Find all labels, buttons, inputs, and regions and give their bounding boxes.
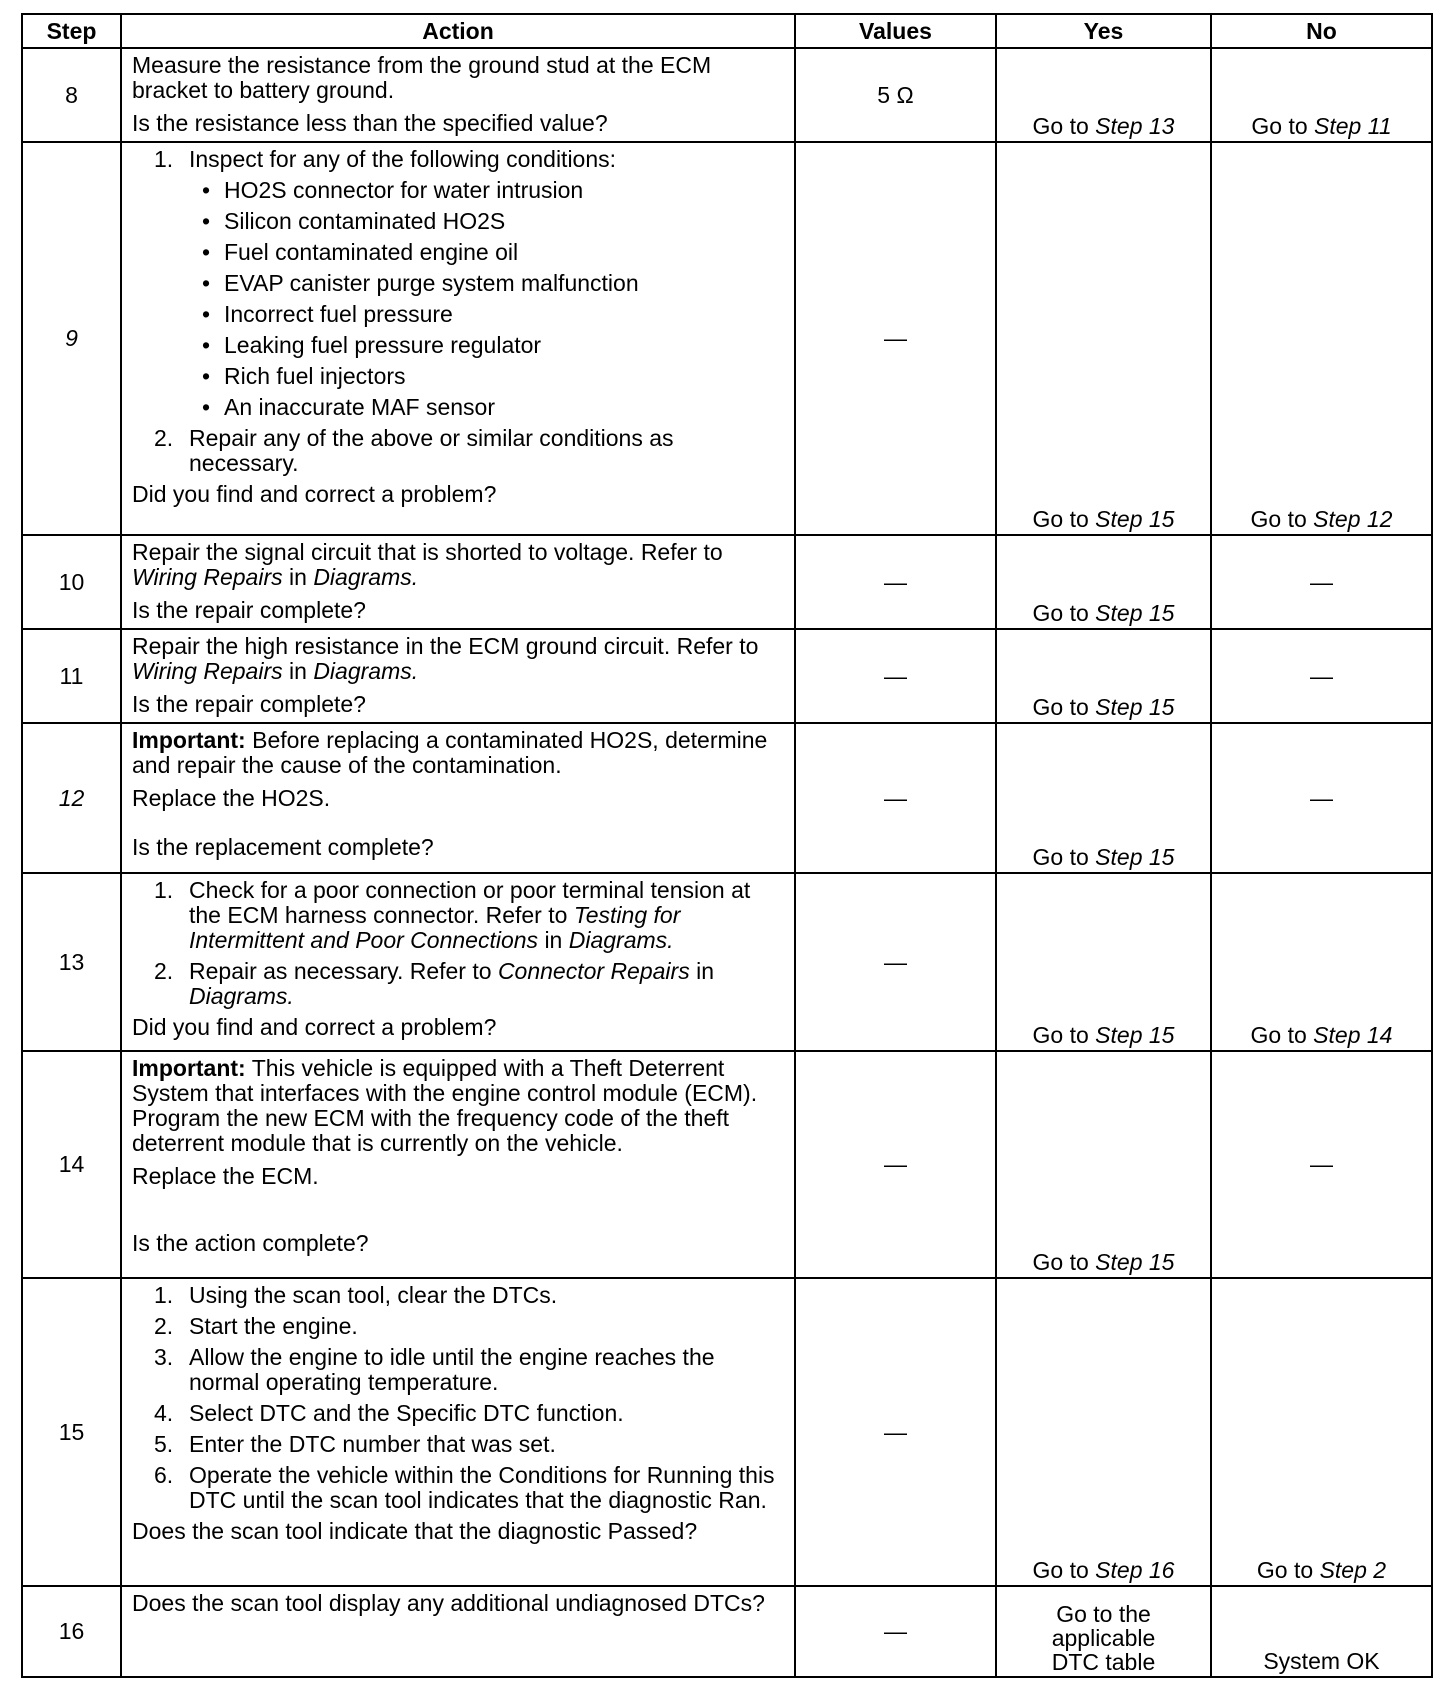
- yes-goto[interactable]: Go to Step 13: [1032, 113, 1175, 139]
- no-goto[interactable]: Go to Step 14: [1250, 1022, 1393, 1048]
- important-label: Important:: [132, 1055, 246, 1081]
- step-number: 14: [22, 1051, 121, 1278]
- step-number: 13: [22, 873, 121, 1051]
- list-item: • Incorrect fuel pressure: [202, 301, 453, 327]
- yes-goto[interactable]: Go to Step 15: [1032, 1249, 1175, 1275]
- no-cell: [1211, 48, 1432, 142]
- yes-goto[interactable]: Go to the applicable DTC table: [1051, 1601, 1156, 1675]
- yes-cell: [996, 873, 1211, 1051]
- no-goto[interactable]: Go to Step 12: [1250, 506, 1393, 532]
- step-number: 11: [22, 629, 121, 723]
- action-cell: [121, 535, 795, 629]
- table-row-step-13: [22, 873, 1432, 1051]
- condition-list: [189, 178, 786, 420]
- yes-cell: [996, 629, 1211, 723]
- action-question: Does the scan tool display any additional undiagnosed DTCs?: [132, 1590, 765, 1616]
- value-cell: —: [795, 1051, 996, 1278]
- action-text: Repair the signal circuit that is shorted to voltage. Refer to Wiring Repairs in Diagrams.: [132, 539, 723, 590]
- action-question: Did you find and correct a problem?: [132, 481, 497, 507]
- action-text: Replace the HO2S.: [132, 785, 331, 811]
- list-item: 5. Enter the DTC number that was set.: [154, 1431, 556, 1457]
- no-cell: [1211, 1278, 1432, 1586]
- action-question: Is the action complete?: [132, 1230, 369, 1256]
- list-item: • Fuel contaminated engine oil: [202, 239, 519, 265]
- value-cell: —: [795, 723, 996, 873]
- action-steps: [132, 1283, 786, 1513]
- header-row: [22, 14, 1432, 48]
- action-steps: [132, 878, 786, 1009]
- value-cell: —: [795, 629, 996, 723]
- list-item: 1. Using the scan tool, clear the DTCs.: [154, 1282, 558, 1308]
- header-values: Values: [795, 14, 996, 48]
- list-item: • Leaking fuel pressure regulator: [202, 332, 542, 358]
- value-cell: —: [795, 535, 996, 629]
- step-number: 9: [22, 142, 121, 535]
- yes-goto[interactable]: Go to Step 16: [1032, 1557, 1175, 1583]
- yes-cell: [996, 535, 1211, 629]
- action-text: Repair the high resistance in the ECM ground circuit. Refer to Wiring Repairs in Diagrams.: [132, 633, 759, 684]
- action-cell: [121, 142, 795, 535]
- value-cell: —: [795, 1278, 996, 1586]
- list-item: • An inaccurate MAF sensor: [202, 394, 496, 420]
- list-item: 1. Inspect for any of the following conditions: • HO2S connector for water intrusion • Silicon contaminated HO2S • Fuel contaminated engine oil • EVAP canister purge system malfunction • Incorrect fuel pressure • Leaking fuel pressure regulator • Rich fuel injectors • An inaccurate MAF sensor: [132, 147, 786, 420]
- header-step: Step: [22, 14, 121, 48]
- no-result: System OK: [1263, 1648, 1380, 1674]
- yes-cell: [996, 48, 1211, 142]
- no-cell: [1211, 1586, 1432, 1677]
- important-label: Important:: [132, 727, 246, 753]
- no-cell: —: [1211, 1051, 1432, 1278]
- action-question: Does the scan tool indicate that the diagnostic Passed?: [132, 1518, 698, 1544]
- important-note: Important: This vehicle is equipped with a Theft Deterrent System that interfaces with the engine control module (ECM). Program the new ECM with the frequency code of the theft deterrent module that is currently on the vehicle.: [132, 1055, 758, 1156]
- table-row-step-15: [22, 1278, 1432, 1586]
- list-item: • EVAP canister purge system malfunction: [202, 270, 639, 296]
- yes-goto[interactable]: Go to Step 15: [1032, 600, 1175, 626]
- action-cell: [121, 48, 795, 142]
- action-cell: [121, 1586, 795, 1677]
- yes-cell: [996, 1051, 1211, 1278]
- step-number: 15: [22, 1278, 121, 1586]
- list-item: 3. Allow the engine to idle until the engine reaches the normal operating temperature.: [154, 1344, 715, 1395]
- table-row-step-10: [22, 535, 1432, 629]
- action-steps: [132, 147, 786, 476]
- step-number: 12: [22, 723, 121, 873]
- table-row-step-8: [22, 48, 1432, 142]
- header-yes: Yes: [996, 14, 1211, 48]
- action-question: Is the repair complete?: [132, 691, 366, 717]
- list-item: 2. Repair any of the above or similar conditions as necessary.: [154, 425, 674, 476]
- value-cell: —: [795, 1586, 996, 1677]
- action-cell: [121, 873, 795, 1051]
- no-cell: [1211, 873, 1432, 1051]
- action-cell: [121, 1278, 795, 1586]
- no-cell: [1211, 142, 1432, 535]
- action-cell: [121, 723, 795, 873]
- diagnostic-table: [21, 13, 1433, 1678]
- table-row-step-9: [22, 142, 1432, 535]
- no-cell: —: [1211, 629, 1432, 723]
- step-number: 16: [22, 1586, 121, 1677]
- action-cell: [121, 629, 795, 723]
- important-note: Important: Before replacing a contaminated HO2S, determine and repair the cause of the contamination.: [132, 727, 768, 778]
- value-cell: 5 Ω: [795, 48, 996, 142]
- no-goto[interactable]: Go to Step 2: [1256, 1557, 1387, 1583]
- yes-goto[interactable]: Go to Step 15: [1032, 506, 1175, 532]
- list-item: 2. Repair as necessary. Refer to Connector Repairs in Diagrams.: [154, 958, 714, 1009]
- header-action: Action: [121, 14, 795, 48]
- action-question: Is the repair complete?: [132, 597, 366, 623]
- list-item: 1. Check for a poor connection or poor terminal tension at the ECM harness connector. Refer to Testing for Intermittent and Poor Connections in Diagrams.: [154, 877, 751, 953]
- list-item: • Rich fuel injectors: [202, 363, 406, 389]
- table-row-step-12: [22, 723, 1432, 873]
- action-question: Is the replacement complete?: [132, 834, 434, 860]
- action-text: Replace the ECM.: [132, 1163, 319, 1189]
- list-item: • HO2S connector for water intrusion: [202, 177, 584, 203]
- table-row-step-14: [22, 1051, 1432, 1278]
- table-row-step-16: [22, 1586, 1432, 1677]
- yes-cell: [996, 1586, 1211, 1677]
- value-cell: —: [795, 873, 996, 1051]
- value-cell: —: [795, 142, 996, 535]
- list-item: 2. Start the engine.: [154, 1313, 358, 1339]
- yes-cell: [996, 723, 1211, 873]
- no-goto[interactable]: Go to Step 11: [1251, 113, 1392, 139]
- list-item: 6. Operate the vehicle within the Conditions for Running this DTC until the scan tool indicates that the diagnostic Ran.: [154, 1462, 775, 1513]
- yes-goto[interactable]: Go to Step 15: [1032, 1022, 1175, 1048]
- step-number: 8: [22, 48, 121, 142]
- no-cell: —: [1211, 535, 1432, 629]
- list-item: • Silicon contaminated HO2S: [202, 208, 506, 234]
- table-row-step-11: [22, 629, 1432, 723]
- yes-cell: [996, 142, 1211, 535]
- step-number: 10: [22, 535, 121, 629]
- yes-cell: [996, 1278, 1211, 1586]
- action-text: Measure the resistance from the ground stud at the ECM bracket to battery ground.: [132, 52, 712, 103]
- no-cell: —: [1211, 723, 1432, 873]
- action-question: Is the resistance less than the specified value?: [132, 110, 608, 136]
- yes-goto[interactable]: Go to Step 15: [1032, 694, 1175, 720]
- action-cell: [121, 1051, 795, 1278]
- action-question: Did you find and correct a problem?: [132, 1014, 497, 1040]
- list-item: 4. Select DTC and the Specific DTC function.: [154, 1400, 624, 1426]
- yes-goto[interactable]: Go to Step 15: [1032, 844, 1175, 870]
- header-no: No: [1211, 14, 1432, 48]
